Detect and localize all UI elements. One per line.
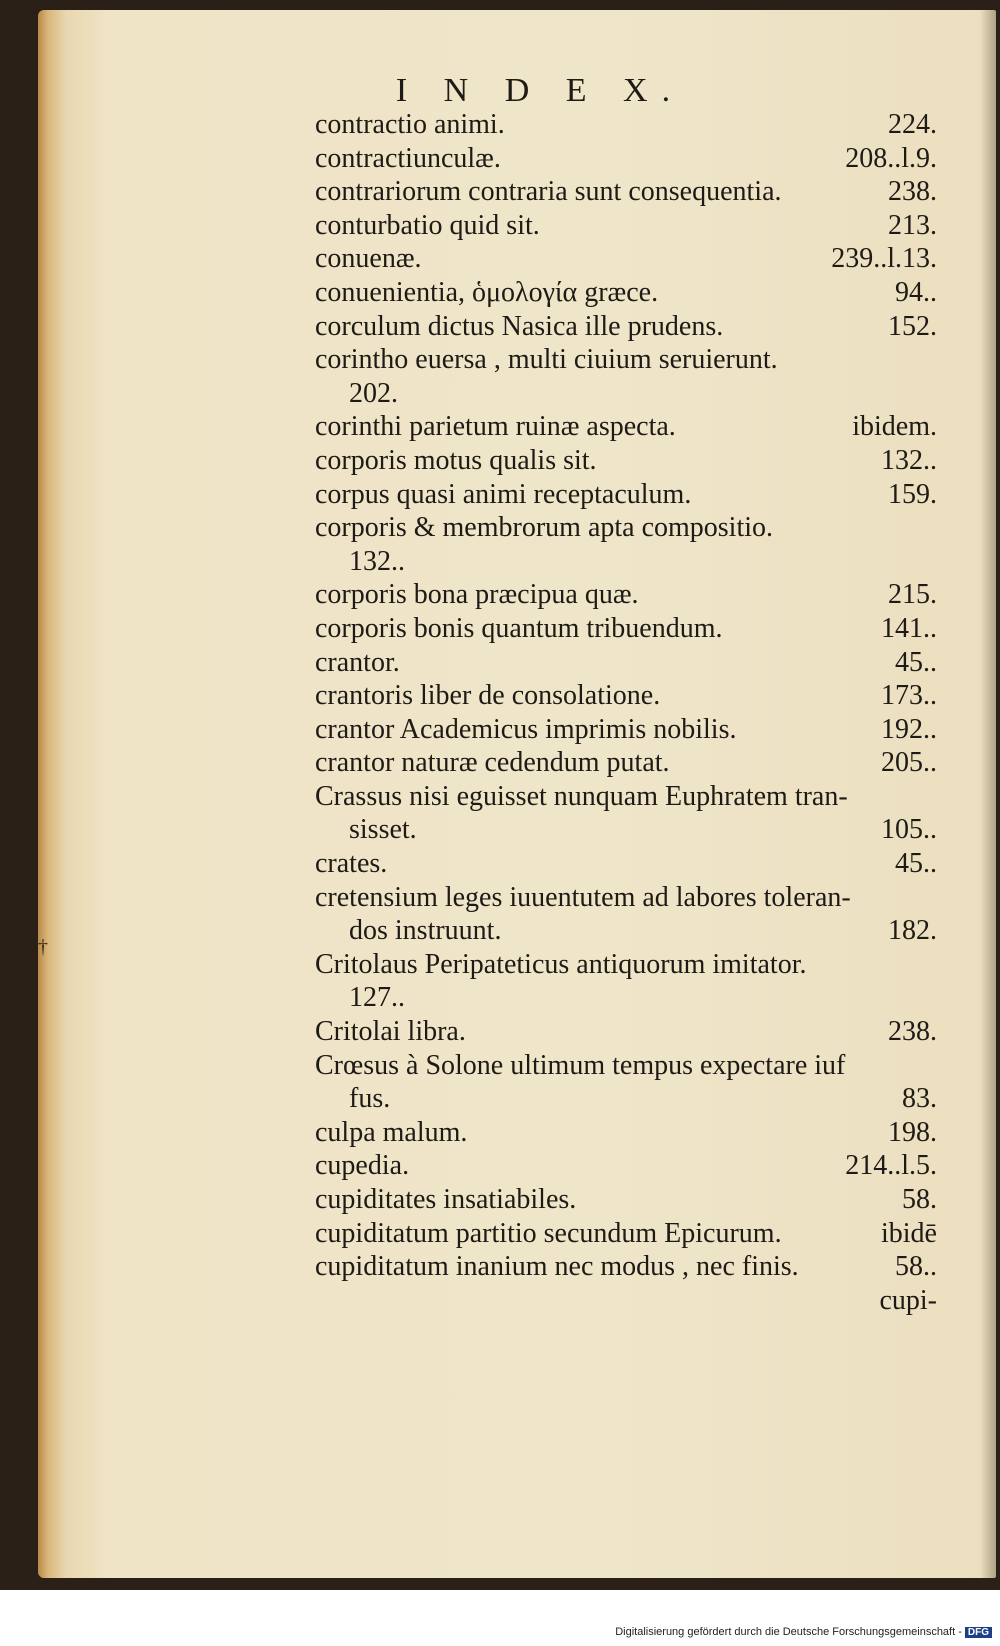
- index-entry: [315, 914, 937, 948]
- index-entry: [315, 1183, 937, 1217]
- entry-page-ref: 173..: [881, 680, 937, 712]
- entry-text: contractiunculæ.: [315, 142, 501, 174]
- index-entry: [315, 713, 937, 747]
- entry-text: cupiditatum inanium nec modus , nec finis.: [315, 1251, 799, 1283]
- entry-page-ref: 45..: [895, 646, 937, 678]
- index-entry: [315, 746, 937, 780]
- entry-text: 127..: [349, 982, 405, 1014]
- entry-page-ref: 58.: [902, 1184, 937, 1215]
- index-entry: [315, 881, 937, 915]
- entry-text: Crassus nisi eguisset nunquam Euphratem tran-: [315, 780, 848, 812]
- index-entry: [315, 142, 937, 176]
- entry-text: culpa malum.: [315, 1116, 468, 1148]
- footer-credit: [615, 1626, 992, 1638]
- index-entry: [315, 847, 937, 881]
- entry-text: conuenæ.: [315, 243, 422, 275]
- entry-page-ref: 192..: [881, 713, 937, 745]
- entry-text: crantor naturæ cedendum putat.: [315, 747, 670, 779]
- index-entry: [315, 948, 937, 982]
- entry-text: corporis bonis quantum tribuendum.: [315, 612, 723, 644]
- entry-text: conuenientia, ὁμολογία græce.: [315, 276, 659, 308]
- entry-page-ref: 132..: [881, 444, 937, 476]
- index-entry: [315, 578, 937, 612]
- index-entry: [315, 646, 937, 680]
- entry-text: corporis & membrorum apta compositio.: [315, 512, 774, 544]
- entry-text: corporis bona præcipua quæ.: [315, 579, 639, 611]
- index-entry: [315, 612, 937, 646]
- index-entry: [315, 780, 937, 814]
- entry-text: Critolai libra.: [315, 1016, 466, 1048]
- index-entry: [315, 175, 937, 209]
- entry-text: corculum dictus Nasica ille prudens.: [315, 310, 724, 342]
- index-entry: [315, 1284, 937, 1318]
- entry-text: crantor.: [315, 646, 400, 678]
- entry-page-ref: 45..: [895, 848, 937, 880]
- entry-text: contrariorum contraria sunt consequentia.: [315, 176, 782, 208]
- entry-text: corpus quasi animi receptaculum.: [315, 478, 692, 510]
- entry-page-ref: 152.: [888, 310, 937, 342]
- index-entry: [315, 1217, 937, 1251]
- entry-text: fus.: [349, 1083, 391, 1115]
- entry-text: corintho euersa , multi ciuium seruierunt.: [315, 344, 778, 376]
- index-entry: [315, 813, 937, 847]
- entry-text: dos instruunt.: [349, 915, 502, 947]
- entry-page-ref: ibidem.: [852, 411, 937, 443]
- entry-page-ref: 214..l.5.: [845, 1150, 937, 1182]
- entry-text: Critolaus Peripateticus antiquorum imitator.: [315, 948, 807, 980]
- entry-text: conturbatio quid sit.: [315, 209, 540, 241]
- entry-text: crantor Academicus imprimis nobilis.: [315, 713, 737, 745]
- entry-text: crates.: [315, 848, 388, 880]
- entry-page-ref: 205..: [881, 747, 937, 779]
- index-entry: [315, 1116, 937, 1150]
- entry-page-ref: 238.: [888, 176, 937, 208]
- index-entry: [315, 478, 937, 512]
- entry-text: corinthi parietum ruinæ aspecta.: [315, 411, 676, 443]
- entry-text: cupiditatum partitio secundum Epicurum.: [315, 1217, 782, 1249]
- entry-text: cretensium leges iuuentutem ad labores toleran-: [315, 881, 851, 913]
- entry-page-ref: 141..: [881, 612, 937, 644]
- entry-page-ref: 215.: [888, 579, 937, 611]
- index-entry: [315, 444, 937, 478]
- entry-text: crantoris liber de consolatione.: [315, 680, 661, 712]
- index-entry: [315, 276, 937, 310]
- footer-text: Digitalisierung gefördert durch die Deutsche Forschungsgemeinschaft -: [615, 1626, 962, 1638]
- entry-page-ref: 198.: [888, 1116, 937, 1148]
- entry-page-ref: 182.: [888, 915, 937, 947]
- index-entry: [315, 410, 937, 444]
- entry-text: cupedia.: [315, 1150, 410, 1182]
- entry-page-ref: 159.: [888, 478, 937, 510]
- entry-text: 132..: [349, 545, 405, 577]
- index-entry: [315, 545, 937, 579]
- entry-text: 202.: [349, 377, 398, 409]
- index-entry: [315, 1250, 937, 1284]
- entry-page-ref: 105..: [881, 814, 937, 846]
- entry-page-ref: 208..l.9.: [845, 142, 937, 174]
- entry-page-ref: 58..: [895, 1251, 937, 1283]
- index-entry: [315, 679, 937, 713]
- entry-text: sisset.: [349, 814, 417, 846]
- entry-page-ref: 213.: [888, 209, 937, 241]
- entry-page-ref: 239..l.13.: [831, 243, 937, 275]
- index-entry: [315, 209, 937, 243]
- index-entries: [315, 108, 937, 1317]
- index-entry: [315, 1149, 937, 1183]
- entry-page-ref: ibidē: [881, 1217, 937, 1249]
- entry-text: contractio animi.: [315, 109, 505, 140]
- index-entry: [315, 1015, 937, 1049]
- index-entry: [315, 108, 937, 142]
- index-entry: [315, 981, 937, 1015]
- entry-page-ref: 83.: [902, 1083, 937, 1115]
- entry-text: corporis motus qualis sit.: [315, 444, 597, 476]
- index-entry: [315, 1082, 937, 1116]
- entry-text: Crœsus à Solone ultimum tempus expectare iuf: [315, 1049, 846, 1081]
- index-entry: [315, 343, 937, 377]
- index-entry: [315, 1049, 937, 1083]
- entry-page-ref: 224.: [888, 109, 937, 140]
- dfg-logo: DFG: [965, 1627, 992, 1638]
- index-entry: [315, 310, 937, 344]
- margin-mark: †: [38, 936, 48, 958]
- entry-page-ref: 238.: [888, 1016, 937, 1048]
- entry-page-ref: cupi-: [879, 1284, 937, 1316]
- index-entry: [315, 377, 937, 411]
- index-entry: [315, 511, 937, 545]
- page-heading: I N D E X.: [395, 72, 685, 109]
- entry-text: cupiditates insatiabiles.: [315, 1184, 577, 1215]
- entry-page-ref: 94..: [895, 276, 937, 308]
- index-entry: [315, 242, 937, 276]
